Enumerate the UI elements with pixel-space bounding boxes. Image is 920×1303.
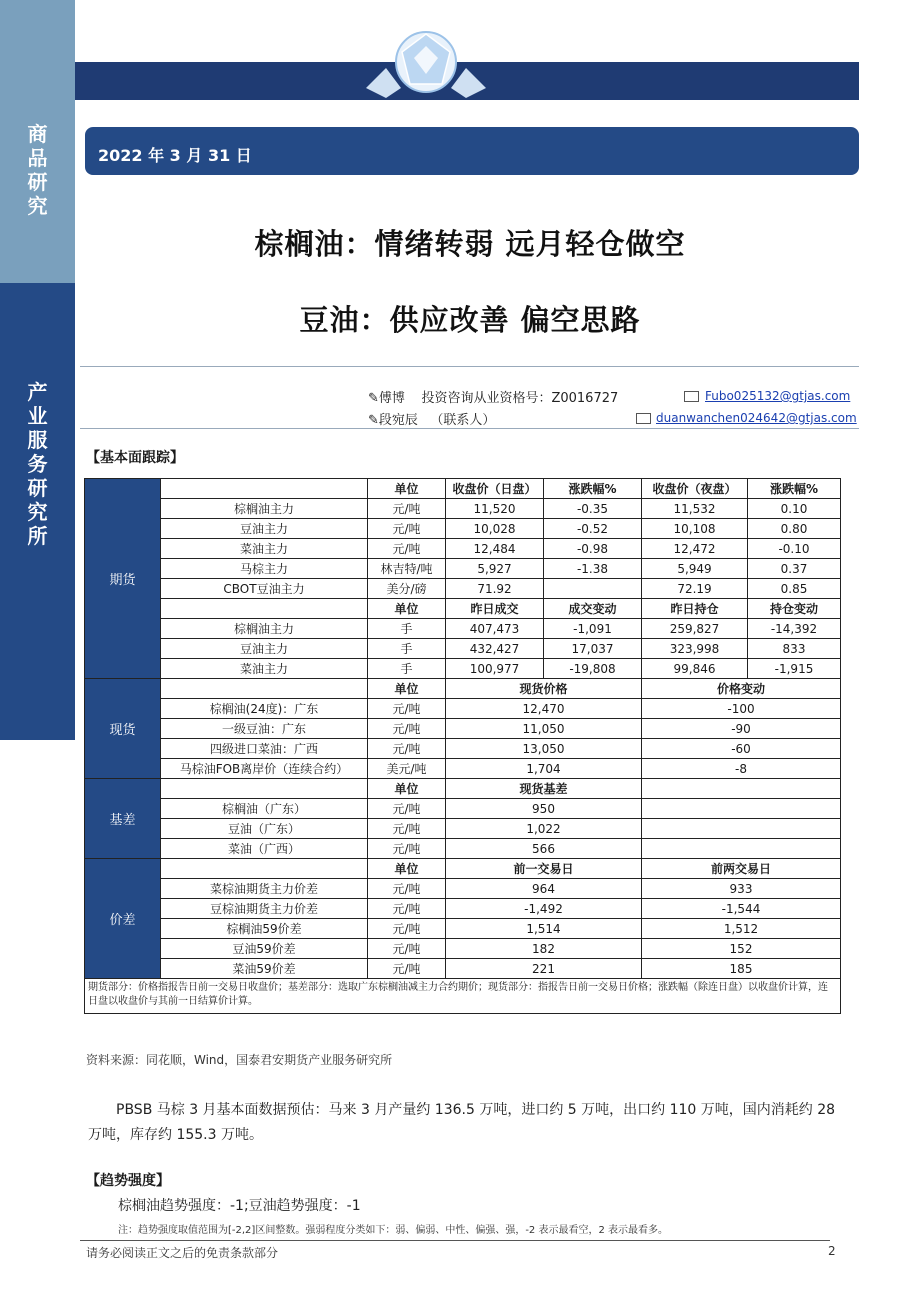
table-cell: 1,512 — [642, 919, 841, 939]
table-cell: 元/吨 — [368, 899, 446, 919]
row-label: 一级豆油：广东 — [161, 719, 368, 739]
pen-icon: ✎ — [368, 391, 379, 406]
trend-note: 注：趋势强度取值范围为[-2,2]区间整数。强弱程度分类如下：弱、偏弱、中性、偏强、强，-2 表示最看空，2 表示最看多。 — [118, 1225, 669, 1236]
table-cell — [161, 479, 368, 499]
table-cell: -0.98 — [544, 539, 642, 559]
table-row — [85, 519, 841, 539]
table-cell: 元/吨 — [368, 519, 446, 539]
table-cell: 0.10 — [748, 499, 841, 519]
table-cell: 407,473 — [446, 619, 544, 639]
row-label: 豆油59价差 — [161, 939, 368, 959]
table-row — [85, 859, 841, 879]
table-cell: 元/吨 — [368, 919, 446, 939]
table-cell: 元/吨 — [368, 699, 446, 719]
footer-disclaimer: 请务必阅读正文之后的免责条款部分 — [86, 1246, 279, 1260]
table-cell: -0.52 — [544, 519, 642, 539]
table-row — [85, 799, 841, 819]
column-header: 前一交易日 — [446, 859, 642, 879]
table-cell: 13,050 — [446, 739, 642, 759]
table-cell — [161, 779, 368, 799]
table-cell: 152 — [642, 939, 841, 959]
source-note: 资料来源：同花顺，Wind，国泰君安期货产业服务研究所 — [86, 1053, 393, 1067]
column-header: 价格变动 — [642, 679, 841, 699]
table-cell: 手 — [368, 619, 446, 639]
table-row — [85, 939, 841, 959]
column-header: 成交变动 — [544, 599, 642, 619]
row-label: 棕榈油主力 — [161, 619, 368, 639]
table-cell: 10,108 — [642, 519, 748, 539]
table-cell: 12,470 — [446, 699, 642, 719]
table-cell: -1.38 — [544, 559, 642, 579]
table-cell: 566 — [446, 839, 642, 859]
section-futures: 期货 — [85, 479, 161, 679]
table-cell: -1,492 — [446, 899, 642, 919]
table-cell: 元/吨 — [368, 719, 446, 739]
report-date: 2022 年 3 月 31 日 — [98, 146, 252, 165]
estimate-paragraph: PBSB 马棕 3 月基本面数据预估：马来 3 月产量约 136.5 万吨，进口约 5 万吨，出口约 110 万吨，国内消耗约 28 万吨，库存约 155.3 万吨。 — [88, 1102, 836, 1143]
table-row — [85, 659, 841, 679]
table-cell — [161, 859, 368, 879]
table-cell: 11,532 — [642, 499, 748, 519]
pen-icon: ✎ — [368, 413, 379, 428]
table-cell: 元/吨 — [368, 819, 446, 839]
table-cell: 182 — [446, 939, 642, 959]
table-row — [85, 599, 841, 619]
table-cell: 元/吨 — [368, 879, 446, 899]
table-cell: 100,977 — [446, 659, 544, 679]
author-1-license: 投资咨询从业资格号：Z0016727 — [421, 391, 619, 406]
row-label: CBOT豆油主力 — [161, 579, 368, 599]
diamond-logo — [356, 28, 496, 100]
column-header: 收盘价（夜盘） — [642, 479, 748, 499]
divider — [80, 366, 859, 367]
title-soybean-oil: 豆油：供应改善 偏空思路 — [299, 303, 641, 337]
table-cell: 12,472 — [642, 539, 748, 559]
table-row — [85, 499, 841, 519]
table-cell: 259,827 — [642, 619, 748, 639]
table-cell: 5,949 — [642, 559, 748, 579]
table-cell: 432,427 — [446, 639, 544, 659]
column-header: 单位 — [368, 599, 446, 619]
row-label: 马棕主力 — [161, 559, 368, 579]
table-cell: 71.92 — [446, 579, 544, 599]
table-cell: -14,392 — [748, 619, 841, 639]
table-cell: 0.80 — [748, 519, 841, 539]
title-palm-oil: 棕榈油：情绪转弱 远月轻仓做空 — [254, 227, 686, 261]
table-cell: 美分/磅 — [368, 579, 446, 599]
row-label: 马棕油FOB离岸价（连续合约） — [161, 759, 368, 779]
column-header: 昨日持仓 — [642, 599, 748, 619]
table-cell: 林吉特/吨 — [368, 559, 446, 579]
column-header: 收盘价（日盘） — [446, 479, 544, 499]
sidebar-bottom — [0, 283, 75, 740]
column-header: 现货价格 — [446, 679, 642, 699]
table-row — [85, 839, 841, 859]
table-cell: 元/吨 — [368, 939, 446, 959]
table-cell: 185 — [642, 959, 841, 979]
sidebar-top-label: 商 品 研 究 — [27, 122, 48, 218]
table-row — [85, 959, 841, 979]
table-cell: -100 — [642, 699, 841, 719]
row-label: 四级进口菜油：广西 — [161, 739, 368, 759]
section-basis: 基差 — [85, 779, 161, 859]
row-label: 棕榈油59价差 — [161, 919, 368, 939]
table-cell — [161, 679, 368, 699]
row-label: 菜油（广西） — [161, 839, 368, 859]
table-row — [85, 539, 841, 559]
table-cell: -1,915 — [748, 659, 841, 679]
fundamental-table — [84, 478, 841, 1014]
table-cell — [642, 799, 841, 819]
mail-icon — [636, 413, 651, 424]
table-cell: 1,514 — [446, 919, 642, 939]
table-cell — [161, 599, 368, 619]
table-cell: 17,037 — [544, 639, 642, 659]
table-row — [85, 679, 841, 699]
table-cell: -90 — [642, 719, 841, 739]
table-cell: 美元/吨 — [368, 759, 446, 779]
table-cell: -0.35 — [544, 499, 642, 519]
table-cell: 元/吨 — [368, 739, 446, 759]
table-row — [85, 699, 841, 719]
table-cell: 1,704 — [446, 759, 642, 779]
row-label: 棕榈油(24度)：广东 — [161, 699, 368, 719]
column-header: 单位 — [368, 859, 446, 879]
row-label: 棕榈油主力 — [161, 499, 368, 519]
table-cell: -60 — [642, 739, 841, 759]
section-spread: 价差 — [85, 859, 161, 979]
table-cell — [642, 779, 841, 799]
section-spot: 现货 — [85, 679, 161, 779]
table-cell: 1,022 — [446, 819, 642, 839]
table-row — [85, 559, 841, 579]
table-row — [85, 979, 841, 1014]
table-cell: 手 — [368, 659, 446, 679]
table-cell: 手 — [368, 639, 446, 659]
table-cell: 11,520 — [446, 499, 544, 519]
row-label: 菜油主力 — [161, 659, 368, 679]
table-cell: 12,484 — [446, 539, 544, 559]
row-label: 棕榈油（广东） — [161, 799, 368, 819]
table-cell: 10,028 — [446, 519, 544, 539]
sidebar-bottom-label: 产 业 服 务 研 究 所 — [27, 380, 48, 548]
row-label: 菜油主力 — [161, 539, 368, 559]
table-cell — [544, 579, 642, 599]
table-cell: 元/吨 — [368, 799, 446, 819]
section-trend: 【趋势强度】 — [86, 1173, 170, 1189]
table-cell: 99,846 — [642, 659, 748, 679]
row-label: 豆油主力 — [161, 639, 368, 659]
table-row — [85, 479, 841, 499]
column-header: 前两交易日 — [642, 859, 841, 879]
table-cell: 72.19 — [642, 579, 748, 599]
author-1-name: 傅博 — [378, 391, 405, 406]
column-header: 现货基差 — [446, 779, 642, 799]
divider — [80, 428, 859, 429]
table-cell: -19,808 — [544, 659, 642, 679]
table-row — [85, 719, 841, 739]
column-header: 持仓变动 — [748, 599, 841, 619]
table-row — [85, 819, 841, 839]
footer-divider — [80, 1240, 830, 1241]
column-header: 单位 — [368, 479, 446, 499]
column-header: 昨日成交 — [446, 599, 544, 619]
row-label: 豆油主力 — [161, 519, 368, 539]
table-cell: -1,544 — [642, 899, 841, 919]
table-cell: -8 — [642, 759, 841, 779]
section-fundamental: 【基本面跟踪】 — [86, 450, 184, 466]
table-row — [85, 759, 841, 779]
table-cell: 833 — [748, 639, 841, 659]
table-row — [85, 579, 841, 599]
table-row — [85, 899, 841, 919]
table-cell: 0.37 — [748, 559, 841, 579]
table-cell: 元/吨 — [368, 959, 446, 979]
row-label: 豆棕油期货主力价差 — [161, 899, 368, 919]
table-cell: 元/吨 — [368, 499, 446, 519]
table-row — [85, 739, 841, 759]
table-row — [85, 639, 841, 659]
table-row — [85, 919, 841, 939]
table-cell: 950 — [446, 799, 642, 819]
table-cell: 元/吨 — [368, 839, 446, 859]
sidebar-top — [0, 0, 75, 283]
author-2-name: 段宛辰 — [378, 413, 418, 428]
trend-strength: 棕榈油趋势强度：-1;豆油趋势强度：-1 — [118, 1198, 361, 1214]
table-cell: -0.10 — [748, 539, 841, 559]
column-header: 单位 — [368, 779, 446, 799]
column-header: 涨跌幅% — [544, 479, 642, 499]
table-cell: 11,050 — [446, 719, 642, 739]
author-2 — [368, 409, 495, 428]
page-number: 2 — [828, 1244, 836, 1258]
author-2-email[interactable]: duanwanchen024642@gtjas.com — [656, 411, 857, 425]
table-row — [85, 879, 841, 899]
table-row — [85, 619, 841, 639]
table-cell — [642, 839, 841, 859]
table-cell: 964 — [446, 879, 642, 899]
row-label: 菜棕油期货主力价差 — [161, 879, 368, 899]
author-1 — [368, 387, 618, 406]
column-header: 涨跌幅% — [748, 479, 841, 499]
table-cell: -1,091 — [544, 619, 642, 639]
table-cell — [642, 819, 841, 839]
table-cell: 5,927 — [446, 559, 544, 579]
table-cell: 933 — [642, 879, 841, 899]
column-header: 单位 — [368, 679, 446, 699]
table-row — [85, 779, 841, 799]
table-cell: 323,998 — [642, 639, 748, 659]
table-cell: 0.85 — [748, 579, 841, 599]
row-label: 菜油59价差 — [161, 959, 368, 979]
table-cell: 元/吨 — [368, 539, 446, 559]
mail-icon — [684, 391, 699, 402]
author-2-role: （联系人） — [430, 413, 496, 428]
row-label: 豆油（广东） — [161, 819, 368, 839]
table-cell: 221 — [446, 959, 642, 979]
author-1-email[interactable]: Fubo025132@gtjas.com — [705, 389, 851, 403]
table-notes: 期货部分：价格指报告日前一交易日收盘价；基差部分：选取广东棕榈油减主力合约期价；现货部分：指报告日前一交易日价格；涨跌幅（除连日盘）以收盘价计算，连日盘以收盘价与其前一日结算价计算。 — [85, 979, 841, 1014]
